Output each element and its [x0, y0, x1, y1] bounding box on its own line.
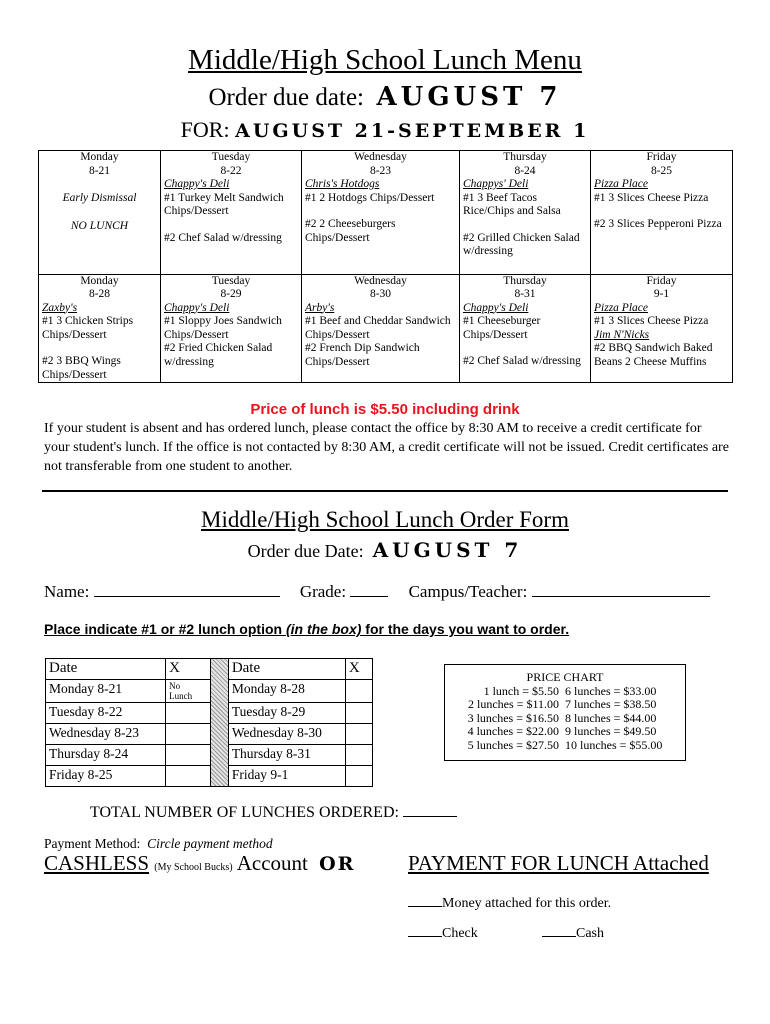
- hatched-divider: [211, 659, 229, 787]
- menu-period-line: FOR: AUGUST 21-SEPTEMBER 1: [180, 117, 590, 142]
- check-blank[interactable]: [408, 925, 442, 937]
- menu-cell: Arby's #1 Beef and Cheddar Sandwich Chips/Dessert #2 French Dip Sandwich Chips/Dessert: [302, 302, 460, 383]
- no-lunch-cell: No Lunch: [166, 680, 211, 703]
- order-choice-box[interactable]: [345, 745, 372, 766]
- price-entry: 4 lunches = $22.00: [467, 724, 559, 738]
- date-column-header: Date: [46, 659, 166, 680]
- menu-cell: Early Dismissal NO LUNCH: [39, 178, 161, 274]
- cashless-option[interactable]: CASHLESS (My School Bucks) Account OR: [44, 851, 356, 875]
- divider: [42, 490, 728, 492]
- absence-policy: If your student is absent and has ordered lunch, please contact the office by 8:30 AM to receive a credit certificate for your student's lunch. If the office is not contacted by 8:30 AM, a credit certificate will not be issued. Credit certificates are not transferable from one student to another.: [44, 421, 729, 474]
- order-choice-box[interactable]: [345, 703, 372, 724]
- price-entry: 6 lunches = $33.00: [565, 683, 657, 698]
- order-date: Thursday 8-31: [228, 745, 345, 766]
- day-header: Monday 8-28: [39, 274, 161, 302]
- price-entry: 5 lunches = $27.50: [467, 737, 559, 752]
- name-field[interactable]: [94, 582, 280, 597]
- order-choice-box[interactable]: [345, 766, 372, 787]
- price-entry: 7 lunches = $38.50: [565, 697, 657, 711]
- student-info-line: Name: Grade: Campus/Teacher:: [44, 582, 734, 602]
- day-header: Friday 8-25: [591, 151, 733, 179]
- order-date: Monday 8-21: [46, 680, 166, 703]
- price-chart: [444, 664, 686, 761]
- price-entry: 10 lunches = $55.00: [565, 737, 663, 752]
- menu-cell: Zaxby's #1 3 Chicken Strips Chips/Dessert #2 3 BBQ Wings Chips/Dessert: [39, 302, 161, 383]
- menu-cell: Pizza Place #1 3 Slices Cheese Pizza Jim N'Nicks #2 BBQ Sandwich Baked Beans 2 Cheese Muffins: [591, 302, 733, 383]
- total-lunches-line: TOTAL NUMBER OF LUNCHES ORDERED:: [90, 803, 457, 822]
- order-choice-box[interactable]: [166, 724, 211, 745]
- order-instruction: Place indicate #1 or #2 lunch option (in the box) for the days you want to order.: [44, 621, 570, 637]
- order-date: Friday 8-25: [46, 766, 166, 787]
- menu-cell: Pizza Place #1 3 Slices Cheese Pizza #2 3 Slices Pepperoni Pizza: [591, 178, 733, 274]
- week1-menu-row: [39, 178, 733, 274]
- order-date: Thursday 8-24: [46, 745, 166, 766]
- order-date: Friday 9-1: [228, 766, 345, 787]
- money-attached-blank[interactable]: [408, 895, 442, 907]
- day-header: Thursday 8-24: [460, 151, 591, 179]
- order-choice-box[interactable]: [166, 745, 211, 766]
- lunch-price: Price of lunch is $5.50 including drink: [250, 401, 520, 418]
- order-table: [45, 658, 373, 787]
- price-entry: 1 lunch = $5.50: [483, 683, 559, 698]
- payment-method-line: Payment Method: Circle payment method: [44, 836, 273, 851]
- payment-attached-option[interactable]: PAYMENT FOR LUNCH Attached: [408, 851, 709, 875]
- lunch-menu-table: [38, 150, 733, 383]
- check-line: Check: [408, 925, 478, 942]
- price-entry: 3 lunches = $16.50: [467, 710, 559, 725]
- order-date: Wednesday 8-30: [228, 724, 345, 745]
- order-date: Monday 8-28: [228, 680, 345, 703]
- campus-teacher-field[interactable]: [532, 582, 710, 597]
- order-choice-box[interactable]: [166, 766, 211, 787]
- day-header: Friday 9-1: [591, 274, 733, 302]
- price-entry: 8 lunches = $44.00: [565, 710, 657, 725]
- price-chart-title: PRICE CHART: [526, 670, 604, 684]
- cash-blank[interactable]: [542, 925, 576, 937]
- x-column-header: X: [345, 659, 372, 680]
- order-choice-box[interactable]: [345, 724, 372, 745]
- cash-line: Cash: [542, 925, 604, 942]
- week1-header-row: [39, 151, 733, 179]
- money-attached-line: Money attached for this order.: [408, 895, 611, 912]
- page-title: Middle/High School Lunch Menu: [188, 44, 582, 76]
- order-date: Tuesday 8-29: [228, 703, 345, 724]
- menu-cell: Chris's Hotdogs #1 2 Hotdogs Chips/Dessert #2 2 Cheeseburgers Chips/Dessert: [302, 178, 460, 274]
- price-entry: 2 lunches = $11.00: [468, 697, 559, 711]
- week2-header-row: [39, 274, 733, 302]
- form-due-line: Order due Date: AUGUST 7: [247, 538, 523, 562]
- order-date: Wednesday 8-23: [46, 724, 166, 745]
- grade-field[interactable]: [350, 582, 388, 597]
- week2-menu-row: [39, 302, 733, 383]
- order-choice-box[interactable]: [345, 680, 372, 703]
- day-header: Wednesday 8-30: [302, 274, 460, 302]
- menu-cell: Chappy's Deli #1 Sloppy Joes Sandwich Chips/Dessert #2 Fried Chicken Salad w/dressing: [161, 302, 302, 383]
- day-header: Wednesday 8-23: [302, 151, 460, 179]
- day-header: Monday 8-21: [39, 151, 161, 179]
- day-header: Tuesday 8-29: [161, 274, 302, 302]
- menu-cell: Chappy's Deli #1 Turkey Melt Sandwich Chips/Dessert #2 Chef Salad w/dressing: [161, 178, 302, 274]
- total-lunches-field[interactable]: [403, 803, 457, 817]
- menu-cell: Chappy's Deli #1 Cheeseburger Chips/Dessert #2 Chef Salad w/dressing: [460, 302, 591, 383]
- order-form-title: Middle/High School Lunch Order Form: [201, 507, 569, 532]
- order-choice-box[interactable]: [166, 703, 211, 724]
- order-date: Tuesday 8-22: [46, 703, 166, 724]
- x-column-header: X: [166, 659, 211, 680]
- day-header: Thursday 8-31: [460, 274, 591, 302]
- order-due-line: Order due date: AUGUST 7: [208, 82, 562, 112]
- date-column-header: Date: [228, 659, 345, 680]
- price-entry: 9 lunches = $49.50: [565, 724, 657, 738]
- day-header: Tuesday 8-22: [161, 151, 302, 179]
- menu-cell: Chappys' Deli #1 3 Beef Tacos Rice/Chips and Salsa #2 Grilled Chicken Salad w/dressing: [460, 178, 591, 274]
